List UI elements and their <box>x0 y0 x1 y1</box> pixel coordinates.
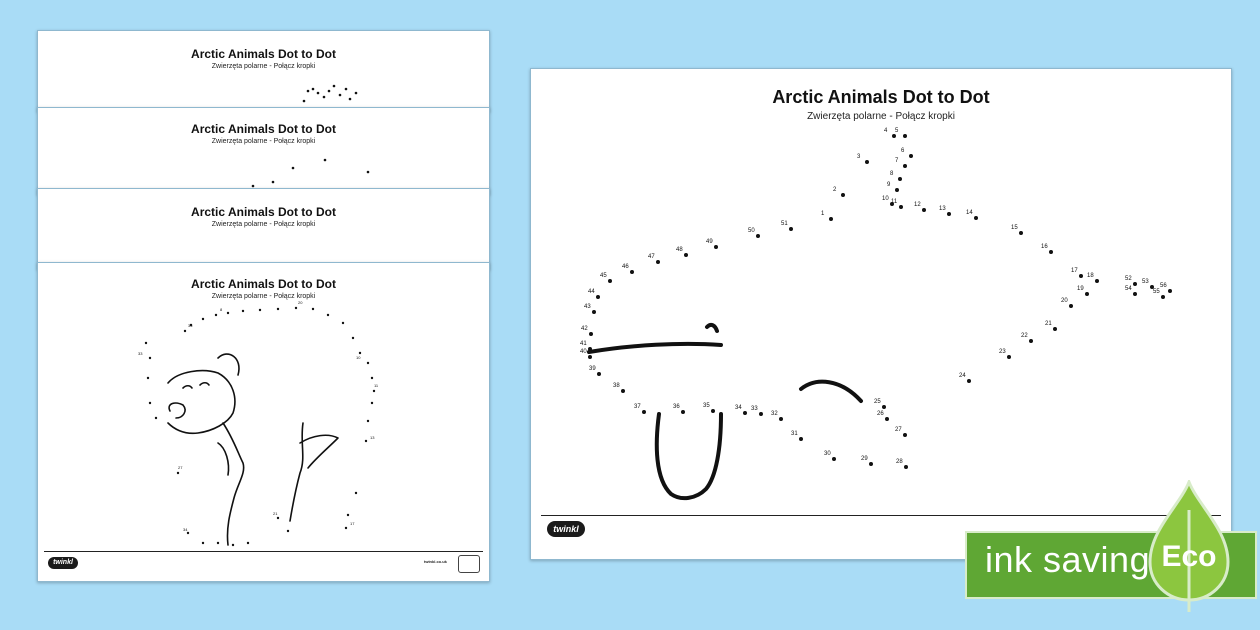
dot <box>588 347 592 351</box>
worksheet-page-3 <box>37 188 490 270</box>
dot <box>711 409 715 413</box>
dot <box>621 389 625 393</box>
dot <box>1133 282 1137 286</box>
dot <box>799 437 803 441</box>
svg-text:21: 21 <box>273 511 278 516</box>
dot-number: 6 <box>901 148 905 154</box>
dot <box>1095 279 1099 283</box>
dot <box>608 279 612 283</box>
dot-number: 34 <box>735 405 742 411</box>
dot-number: 30 <box>824 451 831 457</box>
dot-number: 2 <box>833 187 837 193</box>
dot-number: 8 <box>890 171 894 177</box>
worksheet-page-whale <box>530 68 1232 560</box>
number-dots <box>588 134 1172 469</box>
dot-number: 45 <box>600 273 607 279</box>
dot <box>759 412 763 416</box>
dot <box>967 379 971 383</box>
dot <box>630 270 634 274</box>
dot-number: 20 <box>1061 298 1068 304</box>
dot-number: 21 <box>1045 321 1052 327</box>
dot <box>904 465 908 469</box>
dot-number: 1 <box>821 211 825 217</box>
dot-number: 18 <box>1087 273 1094 279</box>
sheet-title: Arctic Animals Dot to Dot <box>191 122 336 136</box>
dot-number: 19 <box>1077 286 1084 292</box>
dot-numbers <box>580 128 1167 465</box>
dot <box>756 234 760 238</box>
dot-number: 39 <box>589 366 596 372</box>
dot-number: 52 <box>1125 276 1132 282</box>
dot <box>596 295 600 299</box>
dot <box>841 193 845 197</box>
dot-number: 47 <box>648 254 655 260</box>
dot <box>656 260 660 264</box>
dot-number: 36 <box>673 404 680 410</box>
dot-number: 15 <box>1011 225 1018 231</box>
sheet-subtitle: Zwierzęta polarne - Połącz kropki <box>211 293 316 300</box>
sheet-title: Arctic Animals Dot to Dot <box>191 205 336 219</box>
dot <box>885 417 889 421</box>
dot-number: 25 <box>874 399 881 405</box>
worksheet-page-bear <box>37 262 490 582</box>
dot-number: 56 <box>1160 283 1167 289</box>
dot-number: 9 <box>887 182 891 188</box>
dot <box>903 164 907 168</box>
svg-text:17: 17 <box>350 521 355 526</box>
dot <box>869 462 873 466</box>
dot <box>909 154 913 158</box>
dot-number: 55 <box>1153 289 1160 295</box>
dot <box>789 227 793 231</box>
dot <box>642 410 646 414</box>
svg-text:34: 34 <box>183 527 188 532</box>
dot-number: 41 <box>580 341 587 347</box>
whale-dot-to-dot <box>531 69 1231 559</box>
polar-bear-drawing <box>38 263 489 581</box>
dot <box>1053 327 1057 331</box>
dot <box>588 355 592 359</box>
dot-number: 32 <box>771 411 778 417</box>
eco-badge: Eco <box>1161 540 1217 573</box>
dot <box>974 216 978 220</box>
dot-number: 50 <box>748 228 755 234</box>
svg-text:11: 11 <box>374 383 379 388</box>
dot-number: 14 <box>966 210 973 216</box>
svg-text:27: 27 <box>178 465 183 470</box>
dot-number: 27 <box>895 427 902 433</box>
sheet-title: Arctic Animals Dot to Dot <box>191 47 336 61</box>
dot <box>1168 289 1172 293</box>
dot-number: 31 <box>791 431 798 437</box>
dot <box>779 417 783 421</box>
svg-text:13: 13 <box>370 435 375 440</box>
twinkl-logo: twinkl <box>48 557 78 569</box>
dot-cluster <box>38 31 489 111</box>
dot-number: 49 <box>706 239 713 245</box>
dot-number: 48 <box>676 247 683 253</box>
dot-number: 40 <box>580 349 587 355</box>
dot <box>903 433 907 437</box>
dot <box>922 208 926 212</box>
dot-number: 17 <box>1071 268 1078 274</box>
footer-divider <box>44 551 483 552</box>
dot <box>1161 295 1165 299</box>
dot-number: 4 <box>884 128 888 134</box>
dot <box>895 188 899 192</box>
ink-saving-text: ink saving <box>985 539 1151 580</box>
dot-number: 26 <box>877 411 884 417</box>
dot-number: 35 <box>703 403 710 409</box>
dot <box>1133 292 1137 296</box>
dot <box>1007 355 1011 359</box>
dot-number: 51 <box>781 221 788 227</box>
svg-text:8: 8 <box>220 307 223 312</box>
dot-number: 5 <box>895 128 899 134</box>
dot <box>684 253 688 257</box>
dot <box>892 134 896 138</box>
dot <box>832 457 836 461</box>
dot-number: 38 <box>613 383 620 389</box>
dot <box>1085 292 1089 296</box>
svg-text:10: 10 <box>356 355 361 360</box>
dot-number: 43 <box>584 304 591 310</box>
dot <box>882 405 886 409</box>
sheet-subtitle: Zwierzęta polarne - Połącz kropki <box>211 138 316 145</box>
dot-number: 42 <box>581 326 588 332</box>
footer-badge <box>458 555 480 573</box>
svg-text:33: 33 <box>138 351 143 356</box>
dot <box>592 310 596 314</box>
dot <box>903 134 907 138</box>
dot-number: 28 <box>896 459 903 465</box>
dot-number: 24 <box>959 373 966 379</box>
dot <box>597 372 601 376</box>
svg-text:35: 35 <box>188 323 193 328</box>
dot-number: 7 <box>895 158 899 164</box>
dot <box>681 410 685 414</box>
sheet-subtitle: Zwierzęta polarne - Połącz kropki <box>211 221 316 228</box>
dot <box>865 160 869 164</box>
dot-number: 54 <box>1125 286 1132 292</box>
dot-number: 16 <box>1041 244 1048 250</box>
dot <box>829 217 833 221</box>
dot <box>898 177 902 181</box>
dot <box>1079 274 1083 278</box>
dot-number: 22 <box>1021 333 1028 339</box>
dot <box>899 205 903 209</box>
dot-number: 46 <box>622 264 629 270</box>
dot <box>1019 231 1023 235</box>
worksheet-page-2 <box>37 107 490 195</box>
site-url: twinkl.co.uk <box>424 559 447 564</box>
sheet-subtitle: Zwierzęta polarne - Połącz kropki <box>211 63 316 70</box>
dot-number: 10 <box>882 196 889 202</box>
dot <box>1049 250 1053 254</box>
worksheet-page-1 <box>37 30 490 112</box>
sheet-title: Arctic Animals Dot to Dot <box>772 87 990 107</box>
dot-number: 53 <box>1142 279 1149 285</box>
dot <box>589 332 593 336</box>
dot-cluster <box>38 108 489 194</box>
dot-number: 12 <box>914 202 921 208</box>
dot <box>714 245 718 249</box>
dot-number: 11 <box>891 199 898 205</box>
dot <box>743 411 747 415</box>
twinkl-logo: twinkl <box>547 521 585 537</box>
dot-number: 29 <box>861 456 868 462</box>
dot <box>947 212 951 216</box>
dot <box>1029 339 1033 343</box>
svg-text:20: 20 <box>298 300 303 305</box>
footer-divider <box>541 515 1221 516</box>
dot-number: 44 <box>588 289 595 295</box>
sheet-subtitle: Zwierzęta polarne - Połącz kropki <box>807 111 955 122</box>
dot-number: 13 <box>939 206 946 212</box>
dot-number: 23 <box>999 349 1006 355</box>
dot-number: 3 <box>857 154 861 160</box>
sheet-title: Arctic Animals Dot to Dot <box>191 277 336 291</box>
dot-number: 33 <box>751 406 758 412</box>
dot <box>1069 304 1073 308</box>
dot-number: 37 <box>634 404 641 410</box>
